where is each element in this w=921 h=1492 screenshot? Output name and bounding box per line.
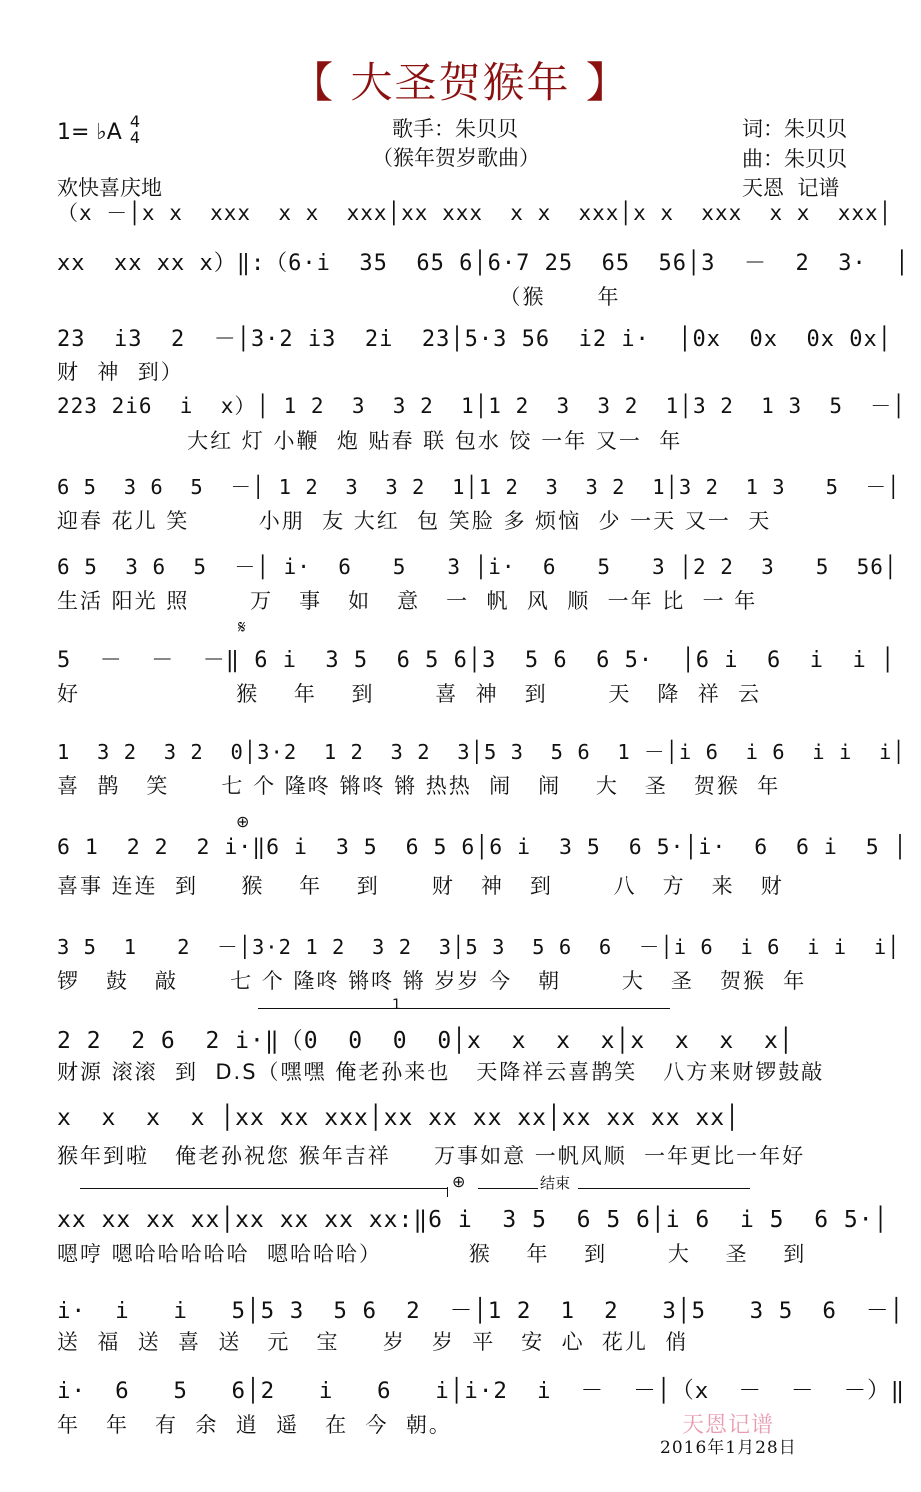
coda-mark-2: ⊕ [452, 1172, 466, 1191]
notation-line: 5 － － －‖ 6 i 3 5 6 5 6│3 5 6 6 5· │6 i 6 i i │ [57, 648, 896, 673]
ending-label: 结束 [540, 1174, 571, 1192]
notation-line: 23 i3 2 －│3·2 i3 2i 23│5·3 56 i2 i· │0x 0x 0x 0x│ [57, 327, 892, 352]
notation-line: 1 3 2 3 2 0│3·2 1 2 3 2 3│5 3 5 6 1 －│i 6 i 6 i i i│ [57, 740, 906, 764]
time-signature-top: 4 [129, 112, 141, 131]
time-signature-bottom: 4 [129, 128, 141, 147]
notation-line: 6 1 2 2 2 i·‖6 i 3 5 6 5 6│6 i 3 5 6 5·│i· 6 6 i 5 │ [57, 835, 908, 860]
notation-line: 3 5 1 2 －│3·2 1 2 3 2 3│5 3 5 6 6 －│i 6 i 6 i i i│ [57, 935, 901, 959]
lyric-line: 喜 鹊 笑 七 个 隆咚 锵咚 锵 热热 闹 闹 大 圣 贺猴 年 [57, 774, 781, 798]
song-subtitle: （猴年贺岁歌曲） [372, 146, 540, 170]
ending-line-tick [447, 1187, 448, 1197]
notation-line: 223 2i6 i x）│ 1 2 3 3 2 1│1 2 3 3 2 1│3 2 1 3 5 －│ [57, 394, 906, 418]
date-stamp: 2016年1月28日 [660, 1438, 797, 1458]
lyric-line: 喜事 连连 到 猴 年 到 财 神 到 八 方 来 财 [57, 874, 784, 898]
tempo-marking: 欢快喜庆地 [57, 176, 162, 200]
coda-mark: ⊕ [236, 812, 250, 831]
lyric-line: 年 年 有 余 逍 遥 在 今 朝。 [57, 1413, 452, 1437]
lyricist-credit: 词：朱贝贝 [742, 117, 847, 141]
time-signature [127, 114, 143, 146]
lyric-line: 好 猴 年 到 喜 神 到 天 降 祥 云 [57, 682, 762, 706]
notation-line: xx xx xx xx│xx xx xx xx:‖6 i 3 5 6 5 6│i 6 i 5 6 5·│ [57, 1207, 889, 1233]
lyric-line: 嗯哼 嗯哈哈哈哈哈 嗯哈哈哈） 猴 年 到 大 圣 到 [57, 1242, 807, 1266]
ending-line-left [80, 1188, 447, 1189]
volta-line [258, 1008, 670, 1009]
lyric-line: 锣 鼓 敲 七 个 隆咚 锵咚 锵 岁岁 今 朝 大 圣 贺猴 年 [57, 969, 807, 993]
notation-line: i· i i 5│5 3 5 6 2 －│1 2 1 2 3│5 3 5 6 －│ [57, 1298, 905, 1324]
volta-number: 1 [392, 997, 401, 1013]
notation-line: xx xx xx x）‖:（6·i 35 65 6│6·7 25 65 56│3 － 2 3· │ [57, 251, 910, 276]
notation-line: x x x x │xx xx xxx│xx xx xx xx│xx xx xx xx│ [57, 1105, 740, 1131]
lyric-line: 财源 滚滚 到 D.S（嘿嘿 俺老孙来也 天降祥云喜鹊笑 八方来财锣鼓敲 [57, 1060, 825, 1084]
key-signature: 1= ♭A [57, 120, 122, 145]
watermark-stamp: 天恩记谱 [682, 1413, 775, 1438]
lyric-line: 大红 灯 小鞭 炮 贴春 联 包水 饺 一年 又一 年 [57, 429, 683, 453]
notation-line: 6 5 3 6 5 －│ 1 2 3 3 2 1│1 2 3 3 2 1│3 2 1 3 5 －│ [57, 475, 901, 499]
lyric-line: 送 福 送 喜 送 元 宝 岁 岁 平 安 心 花儿 俏 [57, 1330, 689, 1354]
transcriber-credit: 天恩 记谱 [742, 176, 840, 200]
composer-credit: 曲：朱贝贝 [742, 147, 847, 171]
lyric-line: 财 神 到） [57, 360, 184, 384]
lyric-line: 迎春 花儿 笑 小朋 友 大红 包 笑脸 多 烦恼 少 一天 又一 天 [57, 509, 772, 533]
song-title: 【 大圣贺猴年 】 [291, 58, 630, 107]
singer-credit: 歌手：朱贝贝 [392, 117, 518, 141]
lyric-line: 猴年到啦 俺老孙祝您 猴年吉祥 万事如意 一帆风顺 一年更比一年好 [57, 1144, 806, 1168]
lyric-line: （猴 年 [57, 285, 621, 309]
segno-mark: 𝄋 [238, 617, 246, 638]
ending-line-right-a [478, 1188, 538, 1189]
notation-line: （x －│x x xxx x x xxx│xx xxx x x xxx│x x xxx x x xxx│ [57, 201, 893, 225]
notation-line: i· 6 5 6│2 i 6 i│i·2 i － －│（x － － －）‖ [57, 1378, 906, 1404]
notation-line: 6 5 3 6 5 －│ i· 6 5 3 │i· 6 5 3 │2 2 3 5 56│ [57, 555, 898, 579]
notation-line: 2 2 2 6 2 i·‖（0 0 0 0│x x x x│x x x x│ [57, 1028, 794, 1054]
ending-line-right-b [578, 1188, 750, 1189]
lyric-line: 生活 阳光 照 万 事 如 意 一 帆 风 顺 一年 比 一 年 [57, 589, 758, 613]
